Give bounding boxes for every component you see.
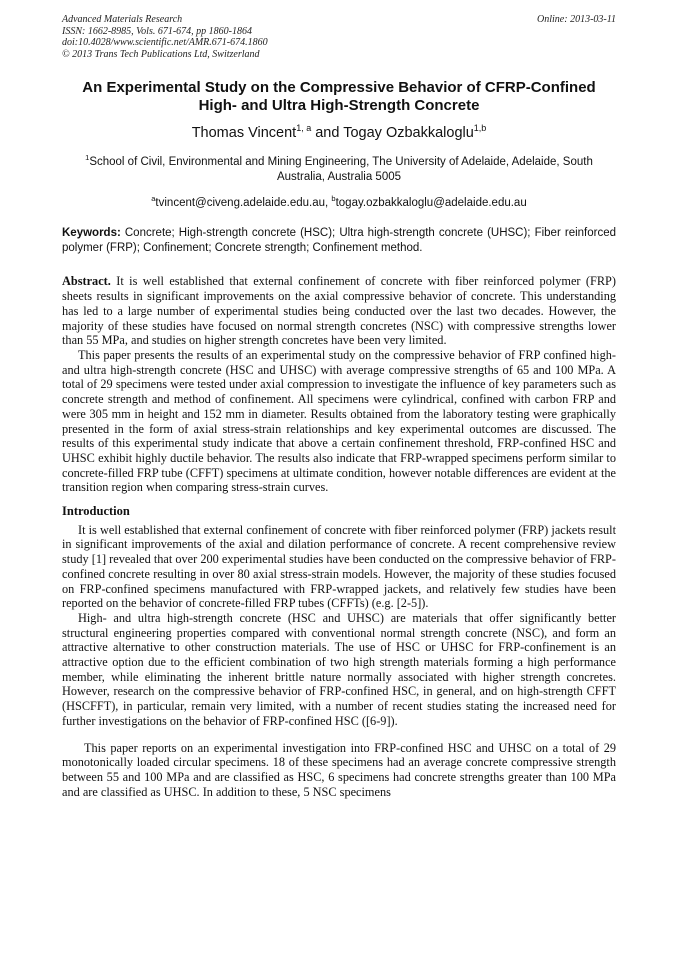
- introduction-paragraph-3: This paper reports on an experimental investigation into FRP-confined HSC and UHSC on a total of 29 monotonically loaded circular specimens. 18 of these specimens had an average concrete compressive strength between 55 and 100 MPa and are classified as HSC, 6 specimens had concrete strengths greater than 100 MPa and are classified as UHSC. In addition to these, 5 NSC specimens: [62, 740, 616, 799]
- author-1-affiliation: 1, a: [296, 123, 312, 133]
- abstract-paragraph-2: This paper presents the results of an experimental study on the compressive behavior of FRP confined high- and ultra high-strength concrete (HSC and UHSC) with average compressive strengths of 65 and 100 MPa. A total of 29 specimens were tested under axial compression to investigate the influence of key parameters such as concrete strength and method of confinement. All specimens were cylindrical, confined with carbon FRP and were 305 mm in height and 152 mm in diameter. Results obtained from the laboratory testing were graphically presented in the form of axial stress-strain relationships and key experimental outcomes are discussed. The results of this experimental study indicate that above a certain confinement threshold, FRP-confined HSC and UHSC exhibit highly ductile behavior. The results also indicate that FRP-wrapped specimens perform similar to concrete-filled FRP tube (CFFT) specimens at ultimate condition, however notable differences are evident at the transition region when comparing stress-strain curves.: [62, 348, 616, 495]
- affiliation: [62, 150, 616, 185]
- abstract-text-1: It is well established that external confinement of concrete with fiber reinforced polymer (FRP) sheets results in significant improvements on the axial compressive behavior of concrete. This understanding has led to a large number of experimental studies being conducted over the last two decades. However, the majority of these studies have focused on normal strength concretes (NSC) with compressive strengths lower than 55 MPa, and studies on higher strength concretes have been very limited.: [62, 274, 616, 348]
- journal-header: [62, 14, 616, 60]
- author-separator: and: [311, 124, 344, 141]
- author-list: [62, 123, 616, 141]
- doi-line: doi:10.4028/www.scientific.net/AMR.671-674.1860: [62, 37, 268, 48]
- abstract-paragraph-1: [62, 274, 616, 348]
- author-emails: [62, 194, 616, 209]
- email-a-marker: a: [151, 193, 156, 203]
- author-2: Togay Ozbakkaloglu: [343, 124, 474, 141]
- issn-line: ISSN: 1662-8985, Vols. 671-674, pp 1860-1864: [62, 25, 252, 37]
- journal-name: Advanced Materials Research: [62, 14, 183, 25]
- keywords: [62, 226, 616, 256]
- introduction-paragraph-2: High- and ultra high-strength concrete (HSC and UHSC) are materials that offer significantly better structural engineering properties compared with conventional normal strength concrete (NSC), and form an attractive alternative to other construction materials. The use of HSC or UHSC for FRP-confinement is an attractive option due to the efficient combination of two high strength materials forming a high performance member, while eliminating the inherent brittle nature normally associated with higher strength concretes. However, research on the compressive behavior of FRP-confined HSC, in general, and on high-strength CFFT (HSCFFT), in particular, remain very limited, with a number of recent studies stating the increased need for further investigations on the behavior of FRP-confined HSC ([6-9]).: [62, 610, 616, 728]
- introduction-section: [62, 504, 616, 799]
- online-date: Online: 2013-03-11: [537, 14, 616, 25]
- title-line-2: High- and Ultra High-Strength Concrete: [198, 97, 480, 114]
- email-a: tvincent@civeng.adelaide.edu.au,: [155, 196, 332, 209]
- email-b-marker: b: [331, 193, 336, 203]
- affiliation-marker: 1: [85, 152, 90, 162]
- introduction-paragraph-1: It is well established that external confinement of concrete with fiber reinforced polymer (FRP) jackets result in significant improvements of the axial and dilation performance of concrete. A recent comprehensive review study [1] revealed that over 200 experimental studies have been conducted on the compressive behavior of FRP-confined concrete resulting in over 80 axial stress-strain models. However, the majority of these studies focused on FRP-confined specimens manufactured with FRP-wrapped jackets, and relatively few studies have been reported on the behavior of concrete-filled FRP tubes (CFFTs) (e.g. [2-5]).: [62, 522, 616, 611]
- copyright-line: © 2013 Trans Tech Publications Ltd, Switzerland: [62, 48, 260, 60]
- section-heading-introduction: Introduction: [62, 504, 130, 519]
- affiliation-text: School of Civil, Environmental and Mining Engineering, The University of Adelaide, Adelaide, South Australia, Australia 5005: [89, 155, 593, 183]
- abstract-label: Abstract.: [62, 274, 111, 289]
- author-2-affiliation: 1,b: [473, 123, 487, 133]
- title-line-1: An Experimental Study on the Compressive Behavior of CFRP-Confined: [82, 79, 596, 96]
- abstract: [62, 274, 616, 495]
- keywords-text: Concrete; High-strength concrete (HSC); Ultra high-strength concrete (UHSC); Fiber reinforced polymer (FRP); Confinement; Concrete strength; Confinement method.: [62, 227, 616, 255]
- author-1: Thomas Vincent: [191, 124, 297, 141]
- paper-title: [62, 79, 616, 115]
- keywords-label: Keywords:: [62, 227, 121, 240]
- email-b: togay.ozbakkaloglu@adelaide.edu.au: [335, 196, 527, 209]
